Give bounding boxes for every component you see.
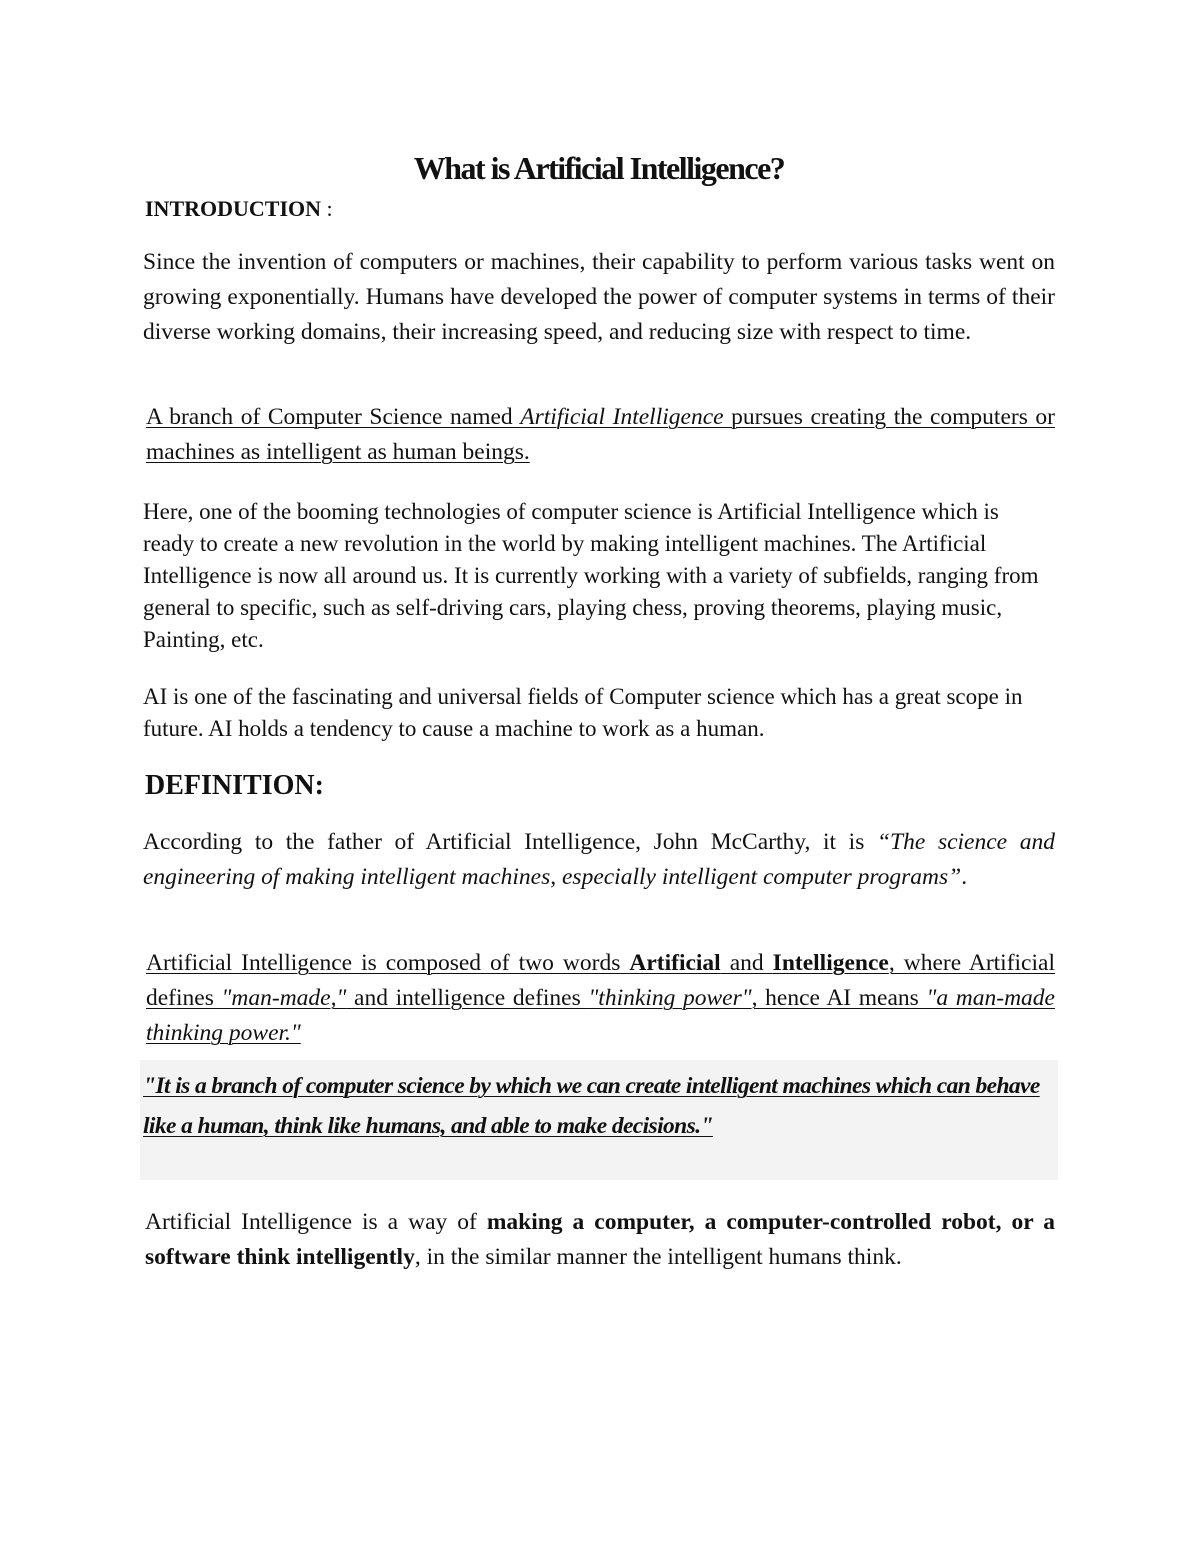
definition-paragraph-2: [146, 946, 1055, 1051]
intro-paragraph-4: AI is one of the fascinating and universal fields of Computer science which has a great scope in future. AI holds a tendency to cause a machine to work as a human.: [143, 684, 1023, 741]
definition-quote: "It is a branch of computer science by which we can create intelligent machines which can behave like a human, think like humans, and able to make decisions.": [143, 1073, 1040, 1139]
definition-paragraph-2-italic-man-made: "man-made,": [221, 985, 347, 1011]
intro-paragraph-2-text-b: pursues creating the computers or machines as intelligent as human beings.: [146, 404, 1055, 465]
intro-paragraph-2-text-a: A branch of Computer Science named: [146, 404, 521, 430]
definition-paragraph-2-italic-ai-meaning: "a man-made thinking power.": [146, 985, 1055, 1046]
definition-paragraph-2-bold-intelligence: Intelligence: [772, 950, 889, 976]
definition-paragraph-3-text-a: Artificial Intelligence is a way of: [145, 1209, 487, 1235]
definition-paragraph-2-text-a: Artificial Intelligence is composed of two words: [146, 950, 630, 976]
definition-paragraph-1-text-b: .: [961, 864, 968, 890]
introduction-heading: [145, 196, 333, 222]
intro-paragraph-2: [146, 400, 1055, 470]
definition-paragraph-2-text-b: and: [720, 950, 773, 976]
intro-paragraph-3: Here, one of the booming technologies of computer science is Artificial Intelligence which is ready to create a new revolution in the world by making intelligent machines. The Artificial Intelligence is now all around us. It is currently working with a variety of subfields, ranging from general to specific, such as self-driving cars, playing chess, proving theorems, playing music, Painting, etc.: [143, 499, 1039, 652]
definition-paragraph-1: [143, 825, 1055, 895]
intro-paragraph-1: Since the invention of computers or machines, their capability to perform various tasks went on growing exponentially. Humans have developed the power of computer systems in terms of their diverse working domains, their increasing speed, and reducing size with respect to time.: [143, 249, 1055, 345]
definition-paragraph-3-text-b: , in the similar manner the intelligent humans think.: [414, 1244, 902, 1270]
page-title: What is Artificial Intelligence?: [413, 150, 785, 186]
definition-paragraph-3: [145, 1205, 1055, 1275]
introduction-heading-colon: :: [321, 196, 333, 221]
definition-paragraph-2-bold-artificial: Artificial: [629, 950, 721, 976]
definition-paragraph-2-text-e: , hence AI means: [751, 985, 927, 1011]
intro-paragraph-2-italic: Artificial Intelligence: [520, 404, 724, 430]
definition-paragraph-2-text-d: and intelligence defines: [346, 985, 589, 1011]
definition-paragraph-2-italic-thinking-power: "thinking power": [588, 985, 752, 1011]
introduction-heading-text: INTRODUCTION: [145, 196, 322, 221]
definition-heading: DEFINITION:: [145, 770, 324, 801]
definition-paragraph-1-quote: “The science and engineering of making intelligent machines, especially intelligent computer programs”: [143, 829, 1055, 890]
definition-paragraph-1-text-a: According to the father of Artificial Intelligence, John McCarthy, it is: [143, 829, 877, 855]
definition-paragraph-2-text-c: , where Artificial defines: [146, 950, 1055, 1011]
definition-paragraph-3-bold: making a computer, a computer-controlled robot, or a software think intelligently: [145, 1209, 1055, 1270]
